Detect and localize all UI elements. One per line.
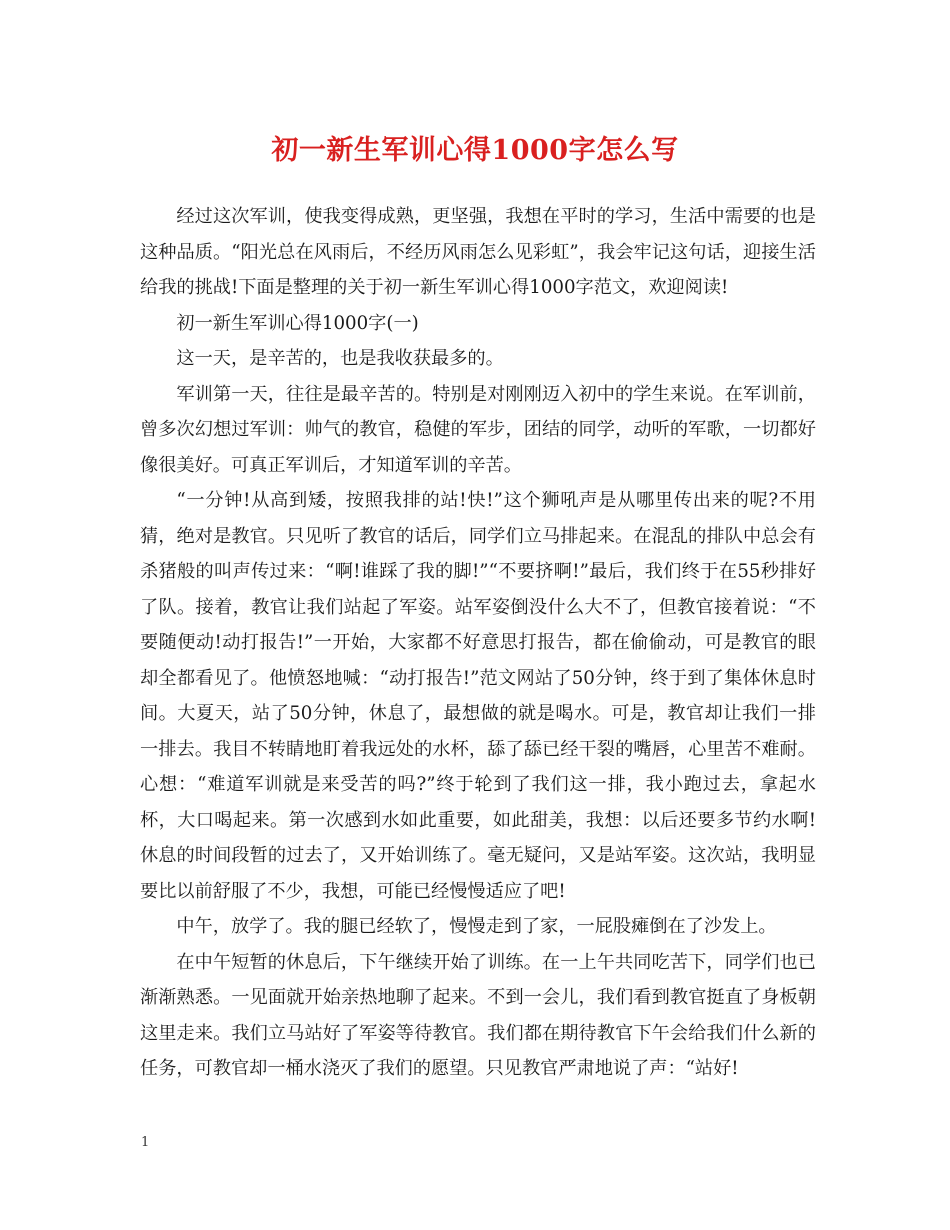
page-number: 1	[141, 1135, 150, 1150]
document-body	[140, 199, 816, 1087]
paragraph-intro: 经过这次军训，使我变得成熟，更坚强，我想在平时的学习，生活中需要的也是这种品质。“阳光总在风雨后，不经历风雨怎么见彩虹”，我会牢记这句话，迎接生活给我的挑战!下面是整理的关于初一新生军训心得1000字范文，欢迎阅读!	[140, 206, 816, 298]
paragraph-section-heading: 初一新生军训心得1000字(一)	[176, 312, 419, 334]
paragraph: 这一天，是辛苦的，也是我收获最多的。	[176, 348, 504, 369]
paragraph: “一分钟!从高到矮，按照我排的站!快!”这个狮吼声是从哪里传出来的呢?不用猜，绝对是教官。只见听了教官的话后，同学们立马排起来。在混乱的排队中总会有杀猪般的叫声传过来：“啊!谁踩了我的脚!”“不要挤啊!”最后，我们终于在55秒排好了队。接着，教官让我们站起了军姿。站军姿倒没什么大不了，但教官接着说：“不要随便动!动打报告!”一开始，大家都不好意思打报告，都在偷偷动，可是教官的眼却全都看见了。他愤怒地喊：“动打报告!”范文网站了50分钟，终于到了集体休息时间。大夏天，站了50分钟，休息了，最想做的就是喝水。可是，教官却让我们一排一排去。我目不转睛地盯着我远处的水杯，舔了舔已经干裂的嘴唇，心里苦不难耐。心想：“难道军训就是来受苦的吗?”终于轮到了我们这一排，我小跑过去，拿起水杯，大口喝起来。第一次感到水如此重要，如此甜美，我想：以后还要多节约水啊!休息的时间段暂的过去了，又开始训练了。毫无疑问，又是站军姿。这次站，我明显要比以前舒服了不少，我想，可能已经慢慢适应了吧!	[140, 490, 816, 902]
paragraph: 军训第一天，往往是最辛苦的。特别是对刚刚迈入初中的学生来说。在军训前，曾多次幻想过军训：帅气的教官，稳健的军步，团结的同学，动听的军歌，一切都好像很美好。可真正军训后，才知道军训的辛苦。	[140, 383, 816, 476]
document-title: 初一新生军训心得1000字怎么写	[271, 135, 679, 166]
paragraph: 在中午短暂的休息后，下午继续开始了训练。在一上午共同吃苦下，同学们也已渐渐熟悉。一见面就开始亲热地聊了起来。不到一会儿，我们看到教官挺直了身板朝这里走来。我们立马站好了军姿等待教官。我们都在期待教官下午会给我们什么新的任务，可教官却一桶水浇灭了我们的愿望。只见教官严肃地说了声：“站好!	[140, 951, 816, 1079]
paragraph: 中午，放学了。我的腿已经软了，慢慢走到了家，一屁股瘫倒在了沙发上。	[176, 916, 777, 937]
